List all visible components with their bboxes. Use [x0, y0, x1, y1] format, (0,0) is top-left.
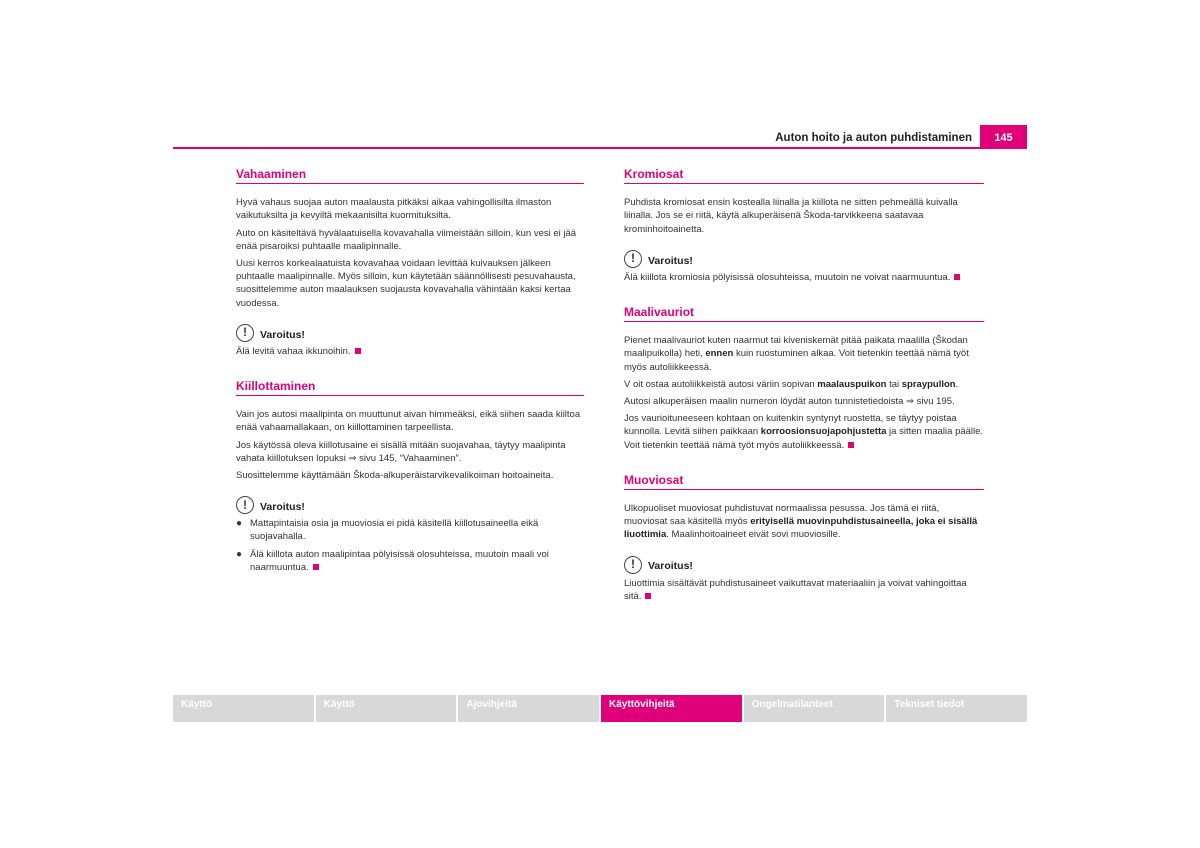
warning-title: Varoitus!	[260, 501, 305, 514]
paragraph: Vain jos autosi maalipinta on muuttunut aivan himmeäksi, eikä siihen saada kiiltoa enää vahaamallakaan, on kiillottaminen tarpeellista.	[236, 409, 581, 434]
paragraph: Jos vaurioituneeseen kohtaan on kuitenkin syntynyt ruostetta, se täytyy poistaa kunnolla. Levitä siihen paikkaan korroosionsuojapohjustetta ja sitten maalia päälle. Voit tietenkin teettää nämä työt myös autoliikkeessä.	[624, 413, 984, 451]
warning-title: Varoitus!	[648, 560, 693, 573]
warning-icon: !	[624, 556, 642, 574]
paragraph: Jos käytössä oleva kiillotusaine ei sisällä mitään suojavahaa, täytyy maalipinta vahata kiillotuksen lopuksi ⇒ sivu 145, “Vahaaminen”.	[236, 439, 566, 464]
bullet-icon: ●	[236, 518, 243, 530]
section-heading: Kromiosat	[624, 168, 984, 184]
warning-icon: !	[236, 496, 254, 514]
section-maalivauriot	[624, 306, 984, 452]
warning-title: Varoitus!	[260, 328, 305, 341]
tab-kaytto-2[interactable]: Käyttö	[316, 695, 457, 722]
paragraph: Ulkopuoliset muoviosat puhdistuvat normaalissa pesussa. Jos tämä ei riitä, muoviosat saa käsitellä myös erityisellä muovinpuhdistusaineella, joka ei sisällä liuottimia. Maalinhoitoaineet eivät sovi muoviosille.	[624, 503, 978, 541]
chapter-tab-bar	[173, 695, 1027, 722]
paragraph: Suosittelemme käyttämään Škoda-alkuperäistarvikevalikoiman hoitoaineita.	[236, 470, 554, 482]
warning-title: Varoitus!	[648, 254, 693, 267]
warning-icon: !	[624, 250, 642, 268]
section-vahaaminen	[236, 168, 584, 358]
paragraph: Hyvä vahaus suojaa auton maalausta pitkäksi aikaa vahingollisilta ilmaston vaikutuksilta ja kevyiltä mekaanisilta kuormituksilta.	[236, 197, 552, 222]
section-kromiosat	[624, 168, 984, 284]
section-heading: Maalivauriot	[624, 306, 984, 322]
right-column	[624, 168, 984, 603]
paragraph: Puhdista kromiosat ensin kostealla liinalla ja kiillota ne sitten pehmeällä kuivalla liinalla. Jos se ei riitä, käytä alkuperäisenä Škoda-tarvikkeena saatavaa krominhoitoainetta.	[624, 197, 958, 235]
bullet-text: Älä kiillota auton maalipintaa pölyisissä olosuhteissa, muutoin maali voi naarmuuntua.	[250, 548, 549, 573]
left-column	[236, 168, 584, 578]
section-kiillottaminen	[236, 380, 584, 574]
bullet-icon: ●	[236, 548, 243, 560]
warning-icon: !	[236, 324, 254, 342]
warning-text: Älä kiillota kromiosia pölyisissä olosuhteissa, muutoin ne voivat naarmuuntua.	[624, 271, 951, 283]
end-mark-icon	[355, 348, 361, 354]
bullet-item	[236, 548, 584, 574]
end-mark-icon	[313, 564, 319, 570]
tab-ongelmatilanteet[interactable]: Ongelmatilanteet	[744, 695, 885, 722]
paragraph: Auto on käsiteltävä hyvälaatuisella kovavahalla viimeistään silloin, kun vesi ei jää enää pisaroiksi puhtaalle maalipinnalle.	[236, 227, 577, 252]
page-number: 145	[980, 125, 1027, 149]
paragraph: Uusi kerros korkealaatuista kovavahaa voidaan levittää kuivauksen jälkeen puhtaalle maalipinnalle. Myös silloin, kun käytetään säännöllisesti pesuvahausta, suosittelemme auton maalauksen suojausta kovavahalla vähintään kaksi kertaa vuodessa.	[236, 258, 576, 309]
warning-box	[624, 556, 984, 603]
tab-ajovihjeita[interactable]: Ajovihjeitä	[458, 695, 599, 722]
section-heading: Muoviosat	[624, 474, 984, 490]
section-heading: Vahaaminen	[236, 168, 584, 184]
paragraph: Pienet maalivauriot kuten naarmut tai kiveniskemät pitää paikata maalilla (Škodan maalipuikolla) heti, ennen kuin ruostuminen alkaa. Voit tietenkin teettää nämä työt myös autoliikkeessä.	[624, 335, 969, 373]
end-mark-icon	[645, 593, 651, 599]
bullet-item	[236, 517, 584, 543]
tab-kaytto-1[interactable]: Käyttö	[173, 695, 314, 722]
running-title: Auton hoito ja auton puhdistaminen	[775, 132, 972, 144]
warning-text: Älä levitä vahaa ikkunoihin.	[236, 345, 351, 357]
paragraph: Autosi alkuperäisen maalin numeron löydät auton tunnistetiedoista ⇒ sivu 195.	[624, 396, 955, 408]
end-mark-icon	[848, 442, 854, 448]
warning-box	[236, 496, 584, 574]
section-muoviosat	[624, 474, 984, 603]
tab-tekniset-tiedot[interactable]: Tekniset tiedot	[886, 695, 1027, 722]
header-rule	[173, 147, 1027, 149]
warning-text: Liuottimia sisältävät puhdistusaineet vaikuttavat materiaaliin ja voivat vahingoittaa sitä.	[624, 577, 967, 602]
paragraph: V oit ostaa autoliikkeistä autosi väriin sopivan maalauspuikon tai spraypullon.	[624, 378, 959, 390]
warning-box	[624, 250, 984, 284]
tab-kayttovihjeita[interactable]: Käyttövihjeitä	[601, 695, 742, 722]
section-heading: Kiillottaminen	[236, 380, 584, 396]
bullet-text: Mattapintaisia osia ja muoviosia ei pidä käsitellä kiillotusaineella eikä suojavahalla.	[250, 518, 539, 543]
end-mark-icon	[954, 274, 960, 280]
warning-box	[236, 324, 584, 358]
